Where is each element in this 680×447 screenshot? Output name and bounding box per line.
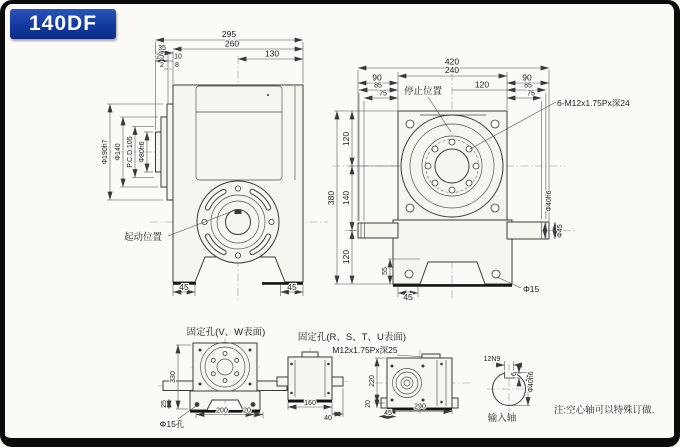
- dim-half-width: 130: [264, 48, 280, 59]
- dim-foot-hole-h: 55: [382, 267, 389, 275]
- dim-rstu-40: 40: [324, 415, 332, 422]
- start-position-label: 起动位置: [123, 232, 163, 243]
- dim-h-bottom: 120: [341, 249, 351, 265]
- vw-hole-label: Φ15孔: [159, 419, 185, 429]
- left-view-input-dial: [197, 181, 279, 263]
- right-view-body: [398, 111, 507, 220]
- input-shaft-view: [484, 356, 535, 424]
- dim-foot-w: 45: [403, 292, 413, 302]
- model-title: 140DF: [28, 12, 98, 35]
- dim-rstu-20: 20: [365, 400, 372, 408]
- rstu-tap-label: M12x1.75Px深25: [332, 345, 398, 355]
- dim-85-left: 85: [374, 82, 382, 90]
- dim-shaft-dia2: Φ45: [557, 224, 564, 238]
- footnote: 注:空心轴可以特殊订做.: [554, 405, 655, 416]
- dim-overall-height: 380: [326, 190, 336, 206]
- right-view-shaft-left: [358, 223, 398, 238]
- tap-label-rv: 6-M12x1.75Px深24: [557, 98, 630, 108]
- dim-pilot-dia: Φ80h6: [139, 141, 146, 163]
- dim-half-body: 120: [474, 79, 490, 90]
- key-depth-label: 6: [511, 372, 518, 376]
- dim-rv-overall-width: 420: [444, 56, 460, 67]
- keyway-label: 12N9: [483, 356, 501, 363]
- dim-body-width: 260: [224, 38, 240, 49]
- fixing-vw-heading: 固定孔(V、W表面): [186, 327, 266, 338]
- right-view: [326, 57, 630, 303]
- input-shaft-label: 输入轴: [487, 413, 517, 424]
- dim-shaft-right: 90: [522, 72, 532, 83]
- dim-25: 25: [156, 53, 164, 61]
- dim-rv-body-width: 240: [444, 65, 460, 75]
- dim-vw-200: 200: [216, 407, 228, 415]
- left-view: [100, 29, 328, 300]
- dim-rstu-290: 290: [414, 403, 426, 411]
- dim-8: 8: [175, 62, 179, 69]
- dim-vw-height: 330: [170, 371, 177, 383]
- fixing-holes-vw-view: [158, 326, 292, 429]
- dim-foot-left: 45: [179, 282, 189, 292]
- fixing-rstu-heading: 固定孔(R、S、T、U表面): [297, 332, 407, 343]
- dim-spigot-dia: Φ140: [115, 143, 122, 161]
- dim-vw-25: 25: [161, 400, 168, 408]
- dim-foot-hole-dia: Φ15: [523, 284, 540, 294]
- right-view-shaft-right: [507, 222, 549, 239]
- dim-h-mid: 140: [341, 190, 351, 206]
- dim-shaft-left: 90: [372, 72, 382, 83]
- stop-position-label: 停止位置: [403, 86, 443, 97]
- dim-foot-right: 45: [287, 282, 297, 292]
- left-view-flange: [167, 104, 173, 200]
- dim-overall-width: 295: [221, 29, 237, 39]
- dim-10: 10: [174, 53, 182, 61]
- dim-85-right: 85: [524, 82, 532, 90]
- input-shaft-dia: Φ40h6: [528, 371, 535, 393]
- dim-rstu-45: 45: [384, 410, 392, 417]
- dim-35: 35: [158, 45, 166, 52]
- dim-pcd: P.C.D.105: [127, 136, 134, 168]
- dim-75-left: 75: [379, 90, 387, 98]
- dim-shaft-dia: Φ40h6: [546, 190, 553, 212]
- dim-rstu-160: 160: [304, 400, 316, 407]
- dim-flange-dia: Φ190h7: [102, 139, 109, 165]
- dim-vw-20: 20: [243, 407, 251, 415]
- fixing-holes-rstu-view: [332, 345, 470, 418]
- dim-75-right: 75: [527, 90, 535, 98]
- dim-h-top: 120: [341, 131, 351, 147]
- model-title-badge: [10, 9, 116, 39]
- dim-2: 2: [160, 62, 164, 69]
- dim-rstu-220: 220: [369, 375, 376, 387]
